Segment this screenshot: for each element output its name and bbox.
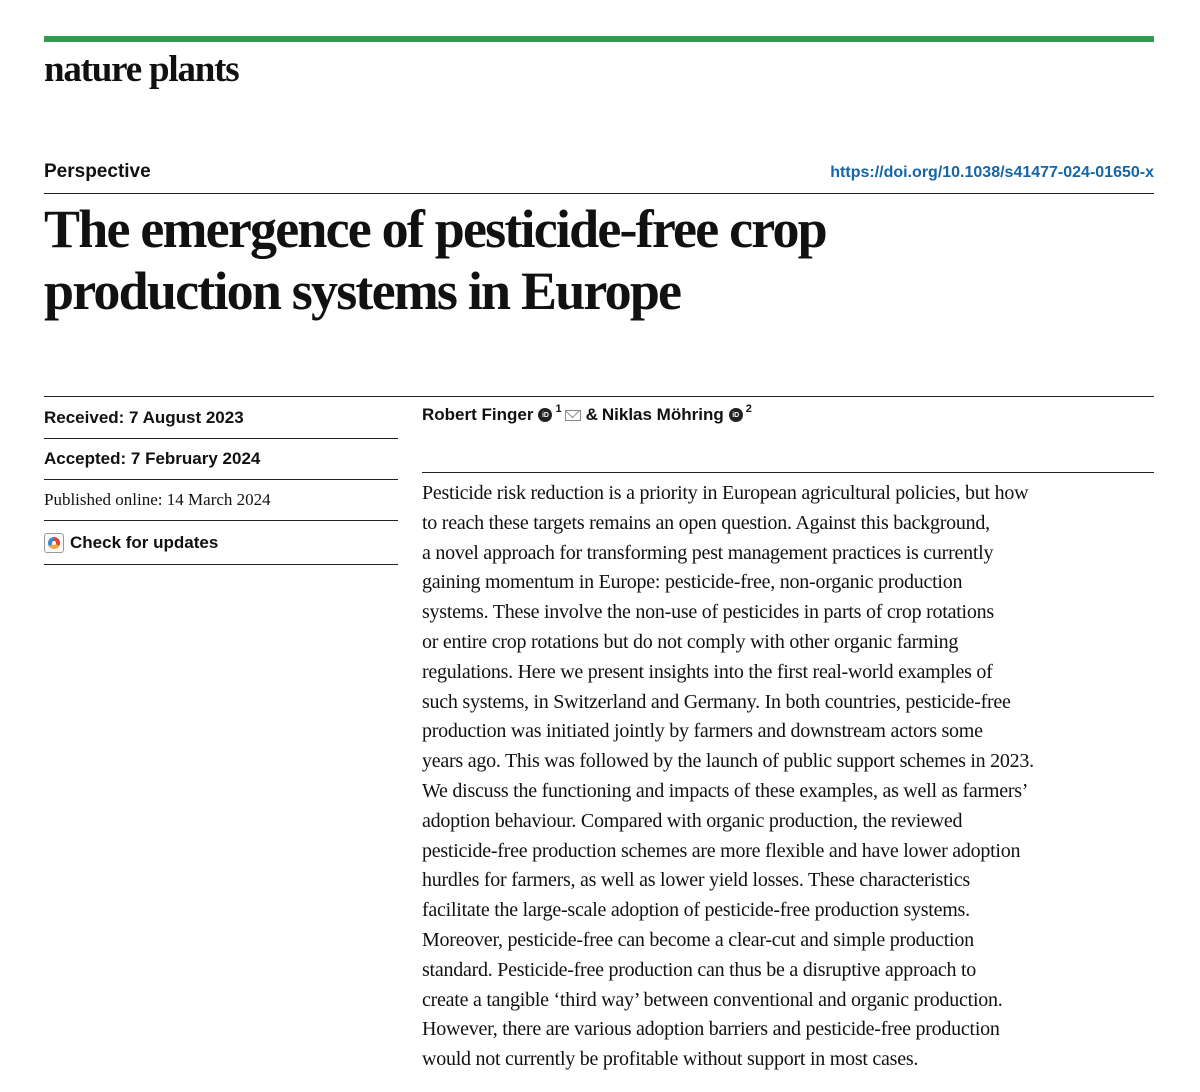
- header-divider: [44, 193, 1154, 194]
- accepted-date: Accepted: 7 February 2024: [44, 439, 398, 480]
- check-for-updates-label: Check for updates: [70, 532, 219, 552]
- abstract-line: Moreover, pesticide-free can become a clear-cut and simple production: [422, 928, 974, 951]
- author-affiliation: 2: [745, 403, 752, 415]
- abstract-line: pesticide-free production schemes are more flexible and have lower adoption: [422, 839, 1021, 862]
- abstract-line: to reach these targets remains an open question. Against this background,: [422, 511, 990, 534]
- abstract-line: a novel approach for transforming pest management practices is currently: [422, 541, 994, 564]
- abstract-line: gaining momentum in Europe: pesticide-free, non-organic production: [422, 571, 963, 594]
- check-updates-icon: [44, 533, 64, 553]
- orcid-icon[interactable]: iD: [729, 408, 743, 422]
- abstract-line: standard. Pesticide-free production can thus be a disruptive approach to: [422, 958, 977, 981]
- abstract-line: systems. These involve the non-use of pesticides in parts of crop rotations: [422, 601, 994, 624]
- title-line: The emergence of pesticide-free crop: [44, 199, 826, 259]
- article-dates-sidebar: [44, 397, 398, 565]
- journal-title[interactable]: nature plants: [44, 49, 239, 90]
- orcid-icon[interactable]: iD: [538, 408, 552, 422]
- abstract-line: However, there are various adoption barriers and pesticide-free production: [422, 1018, 1000, 1041]
- author-name[interactable]: Robert Finger: [422, 405, 534, 424]
- article-type: Perspective: [44, 161, 151, 182]
- article-title: [44, 198, 1154, 322]
- author-list: [422, 405, 752, 425]
- abstract-line: facilitate the large-scale adoption of pesticide-free production systems.: [422, 899, 970, 922]
- received-date: Received: 7 August 2023: [44, 397, 398, 439]
- published-date: Published online: 14 March 2024: [44, 480, 398, 521]
- abstract-line: Pesticide risk reduction is a priority in European agricultural policies, but how: [422, 482, 1029, 504]
- title-line: production systems in Europe: [44, 261, 681, 321]
- author-affiliation: 1: [555, 403, 562, 415]
- abstract-line: adoption behaviour. Compared with organic production, the reviewed: [422, 809, 963, 832]
- abstract-line: would not currently be profitable without support in most cases.: [422, 1048, 919, 1071]
- doi-link[interactable]: https://doi.org/10.1038/s41477-024-01650-x: [830, 164, 1154, 181]
- abstract-line: regulations. Here we present insights into the first real-world examples of: [422, 660, 993, 683]
- abstract-line: or entire crop rotations but do not comply with other organic farming: [422, 630, 959, 653]
- author-separator: &: [585, 405, 598, 424]
- abstract-line: hurdles for farmers, as well as lower yield losses. These characteristics: [422, 869, 970, 892]
- abstract-line: We discuss the functioning and impacts of these examples, as well as farmers’: [422, 779, 1029, 802]
- abstract: [422, 479, 1162, 1075]
- abstract-line: production was initiated jointly by farmers and downstream actors some: [422, 720, 983, 743]
- abstract-line: years ago. This was followed by the launch of public support schemes in 2023.: [422, 750, 1034, 773]
- author-name[interactable]: Niklas Möhring: [601, 405, 724, 424]
- abstract-line: create a tangible ‘third way’ between conventional and organic production.: [422, 988, 1003, 1011]
- journal-accent-rule: [44, 36, 1154, 42]
- abstract-divider: [422, 472, 1154, 473]
- check-for-updates-button[interactable]: [44, 521, 398, 565]
- abstract-line: such systems, in Switzerland and Germany. In both countries, pesticide-free: [422, 690, 1011, 713]
- email-icon[interactable]: [565, 410, 581, 421]
